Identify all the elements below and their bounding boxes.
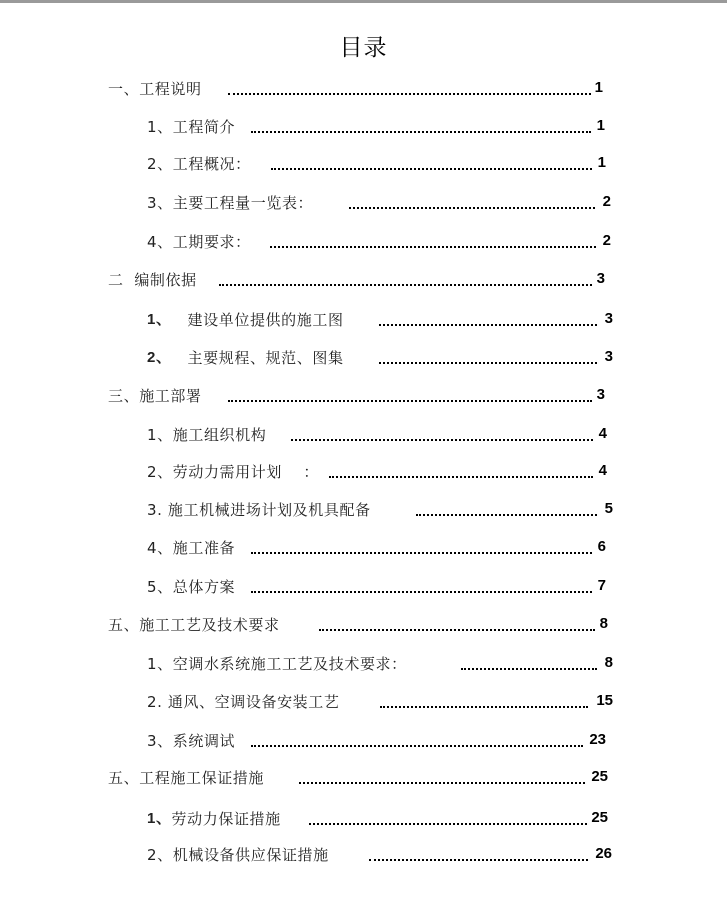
toc-page-number: 4 [598, 462, 607, 479]
toc-page-number: 6 [597, 538, 606, 555]
toc-entry-label: 五、施工工艺及技术要求 [108, 616, 280, 634]
toc-page-number: 1 [596, 117, 605, 134]
toc-entry-section[interactable] [108, 612, 608, 634]
toc-leader-dots [379, 324, 597, 326]
toc-entry-subsection[interactable] [147, 229, 611, 251]
toc-entry-subsection[interactable] [147, 497, 613, 519]
toc-entry-label: 1、工程简介 [147, 118, 236, 136]
toc-leader-dots [251, 591, 592, 593]
toc-entry-subsection[interactable] [147, 422, 607, 444]
toc-entry-number: 1、 [147, 311, 172, 328]
toc-entry-label: 1、施工组织机构 [147, 426, 267, 444]
toc-page-number: 7 [597, 577, 606, 594]
toc-entry-label: 3. 施工机械进场计划及机具配备 [147, 501, 371, 519]
toc-entry-subsection[interactable] [147, 190, 611, 212]
toc-leader-dots [299, 782, 585, 784]
toc-entry-subsection[interactable] [147, 689, 613, 711]
toc-page-number: 2 [602, 232, 611, 249]
toc-entry-label: 3、主要工程量一览表： [147, 194, 314, 212]
toc-entry-subsection[interactable] [147, 651, 613, 673]
toc-page-number: 3 [604, 310, 613, 327]
toc-entry-subsection[interactable] [147, 574, 606, 596]
toc-entry-section[interactable] [108, 267, 605, 289]
toc-leader-dots [380, 706, 588, 708]
toc-entry-label: 2、劳动力需用计划 ： [147, 463, 320, 481]
toc-page-number: 3 [604, 348, 613, 365]
toc-leader-dots [349, 207, 595, 209]
toc-entry-label: 二 编制依据 [108, 271, 197, 289]
toc-entry-subsection[interactable] [147, 345, 613, 367]
toc-entry-subsection[interactable] [147, 535, 606, 557]
toc-leader-dots [228, 93, 591, 95]
toc-page-number: 8 [599, 615, 608, 632]
toc-leader-dots [309, 823, 587, 825]
toc-entry-label: 建设单位提供的施工图 [187, 311, 344, 329]
toc-entry-subsection[interactable] [147, 806, 608, 828]
toc-page-number: 25 [591, 809, 608, 826]
toc-leader-dots [219, 284, 592, 286]
toc-entry-subsection[interactable] [147, 459, 607, 481]
toc-page-number: 15 [596, 692, 613, 709]
toc-leader-dots [416, 514, 597, 516]
toc-leader-dots [319, 629, 595, 631]
toc-entry-label: 劳动力保证措施 [171, 810, 281, 828]
toc-entry-label: 三、施工部署 [108, 387, 202, 405]
toc-entry-section[interactable] [108, 383, 605, 405]
toc-leader-dots [329, 476, 593, 478]
toc-entry-number: 2、 [147, 349, 172, 366]
toc-leader-dots [271, 168, 592, 170]
toc-page-number: 2 [602, 193, 611, 210]
toc-entry-label: 一、工程说明 [108, 80, 202, 98]
toc-leader-dots [228, 400, 592, 402]
toc-leader-dots [251, 552, 592, 554]
toc-entry-label: 主要规程、规范、图集 [187, 349, 344, 367]
toc-page-number: 1 [597, 154, 606, 171]
toc-entry-label: 五、工程施工保证措施 [108, 769, 265, 787]
toc-entry-label: 2、机械设备供应保证措施 [147, 846, 329, 864]
toc-leader-dots [251, 745, 583, 747]
toc-leader-dots [369, 859, 588, 861]
toc-leader-dots [291, 439, 593, 441]
toc-entry-label: 1、空调水系统施工工艺及技术要求： [147, 655, 407, 673]
page-title: 目录 [339, 35, 388, 61]
page-top-border [0, 0, 727, 3]
toc-entry-label: 4、施工准备 [147, 539, 236, 557]
toc-entry-number: 1、 [147, 810, 172, 827]
toc-entry-section[interactable] [108, 765, 608, 787]
toc-leader-dots [461, 668, 597, 670]
toc-entry-label: 4、工期要求： [147, 233, 251, 251]
toc-entry-subsection[interactable] [147, 151, 606, 173]
toc-page-number: 3 [596, 270, 605, 287]
toc-entry-section[interactable] [108, 76, 603, 98]
toc-page-number: 8 [604, 654, 613, 671]
toc-entry-subsection[interactable] [147, 842, 612, 864]
toc-entry-label: 2、工程概况： [147, 155, 251, 173]
toc-page-number: 5 [604, 500, 613, 517]
toc-page-number: 26 [595, 845, 612, 862]
toc-leader-dots [270, 246, 596, 248]
toc-entry-subsection[interactable] [147, 114, 605, 136]
toc-entry-label: 2. 通风、空调设备安装工艺 [147, 693, 340, 711]
toc-page-number: 1 [594, 79, 603, 96]
toc-page-number: 3 [596, 386, 605, 403]
toc-entry-subsection[interactable] [147, 307, 613, 329]
toc-page-number: 25 [591, 768, 608, 785]
toc-entry-subsection[interactable] [147, 728, 606, 750]
toc-page-number: 23 [589, 731, 606, 748]
toc-entry-label: 3、系统调试 [147, 732, 236, 750]
toc-leader-dots [379, 362, 597, 364]
toc-leader-dots [251, 131, 591, 133]
toc-entry-label: 5、总体方案 [147, 578, 236, 596]
toc-page-number: 4 [598, 425, 607, 442]
